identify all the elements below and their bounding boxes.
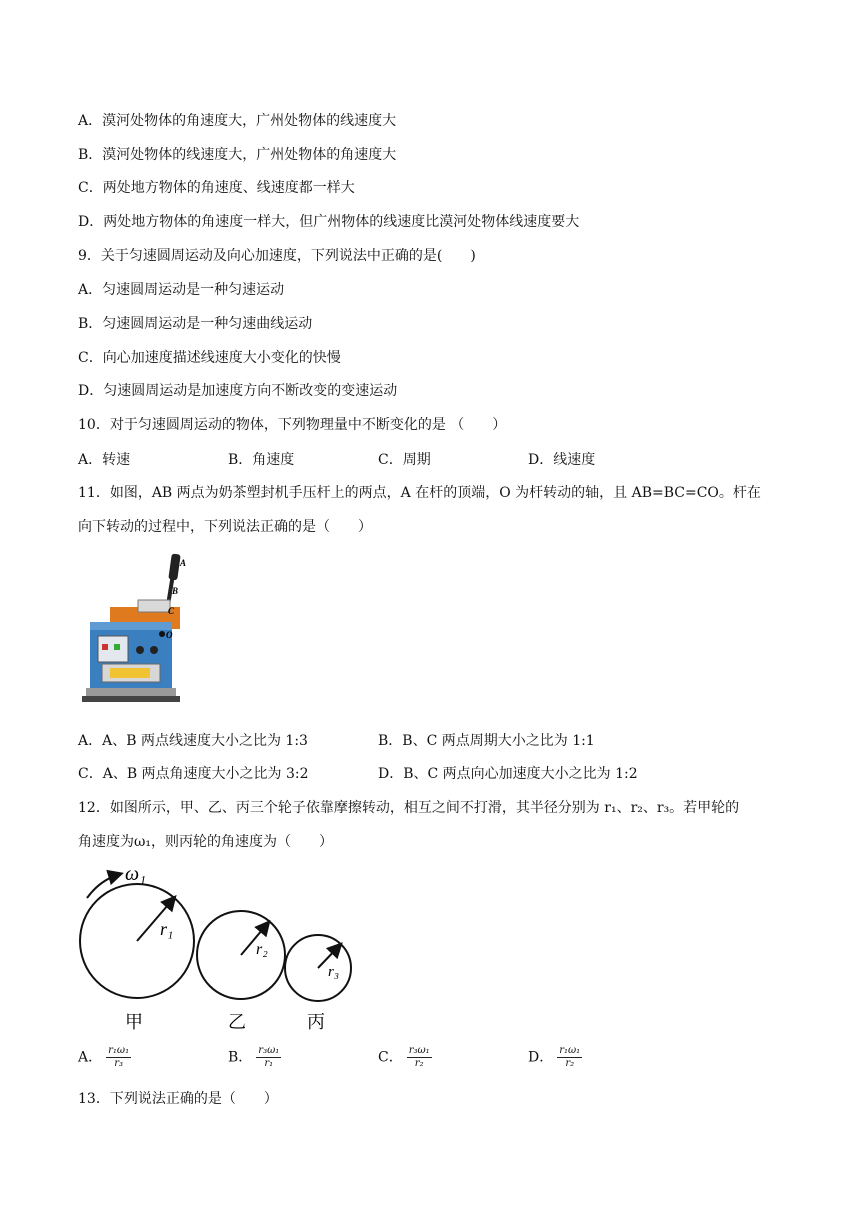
- q9-option-b: B．匀速圆周运动是一种匀速曲线运动: [78, 316, 313, 332]
- omega-label: ω₁: [125, 863, 147, 885]
- q13-stem: 13．下列说法正确的是（ ）: [78, 1091, 278, 1107]
- q10-option-b: B．角速度: [228, 452, 295, 468]
- figure-label-o: O: [166, 630, 173, 640]
- q12-option-c-numerator: r₃ω₁: [408, 1045, 430, 1056]
- q12-stem-line1: 12．如图所示，甲、乙、丙三个轮子依靠摩擦转动，相互之间不打滑，其半径分别为 r₁、r₂、r₃。若甲轮的: [78, 800, 740, 816]
- q11-option-a: A．A、B 两点线速度大小之比为 1:3: [78, 733, 308, 749]
- radius-label-r3: r₃: [328, 964, 340, 980]
- q12-option-a-denominator: r₃: [114, 1058, 123, 1069]
- q12-option-c-fraction: [407, 1045, 432, 1070]
- q10-option-c: C．周期: [378, 452, 431, 468]
- q10-option-a: A．转速: [78, 452, 131, 468]
- q12-option-b-letter: B．: [228, 1049, 253, 1066]
- q8-option-b: B．漠河处物体的线速度大，广州处物体的角速度大: [78, 147, 397, 163]
- q9-option-c: C．向心加速度描述线速度大小变化的快慢: [78, 350, 341, 366]
- q11-option-c: C．A、B 两点角速度大小之比为 3:2: [78, 766, 309, 782]
- q12-option-d-fraction: [557, 1045, 582, 1070]
- q8-option-d: D．两处地方物体的角速度一样大，但广州物体的线速度比漠河处物体线速度要大: [78, 214, 580, 230]
- q12-option-d: [528, 1045, 582, 1070]
- q12-option-d-letter: D．: [528, 1049, 554, 1066]
- q12-option-a: [78, 1045, 131, 1070]
- q12-option-a-fraction: [106, 1045, 131, 1070]
- sealing-machine-figure: [80, 552, 210, 712]
- wheel-name-bing: 丙: [307, 1012, 325, 1033]
- q12-option-d-numerator: r₁ω₁: [559, 1045, 581, 1056]
- q12-option-c: [378, 1045, 432, 1070]
- q12-option-a-numerator: r₁ω₁: [108, 1045, 130, 1056]
- q11-stem-line1: 11．如图，AB 两点为奶茶塑封机手压杆上的两点，A 在杆的顶端，O 为杆转动的轴，且 AB=BC=CO。杆在: [78, 485, 761, 501]
- q8-option-a: A．漠河处物体的角速度大，广州处物体的线速度大: [78, 113, 397, 129]
- q10-option-d: D．线速度: [528, 452, 596, 468]
- q9-option-a: A．匀速圆周运动是一种匀速运动: [78, 282, 285, 298]
- radius-label-r2: r₂: [256, 941, 268, 958]
- figure-label-a: A: [180, 558, 187, 568]
- q12-stem-line2: 角速度为ω₁，则丙轮的角速度为（ ）: [78, 834, 334, 850]
- q12-option-b-numerator: r₃ω₁: [258, 1045, 280, 1056]
- q11-stem-line2: 向下转动的过程中，下列说法正确的是（ ）: [78, 519, 372, 535]
- q12-option-a-letter: A．: [78, 1049, 103, 1066]
- wheel-name-jia: 甲: [125, 1012, 143, 1033]
- q10-stem: 10．对于匀速圆周运动的物体，下列物理量中不断变化的是 （ ）: [78, 417, 507, 433]
- three-wheels-figure: [75, 858, 375, 1038]
- q9-stem: 9．关于匀速圆周运动及向心加速度，下列说法中正确的是( ): [78, 248, 476, 264]
- figure-label-b: B: [172, 586, 179, 596]
- q12-option-c-letter: C．: [378, 1049, 403, 1066]
- q11-option-d: D．B、C 两点向心加速度大小之比为 1:2: [378, 766, 638, 782]
- q12-option-b: [228, 1045, 281, 1070]
- q8-option-c: C．两处地方物体的角速度、线速度都一样大: [78, 180, 355, 196]
- q12-option-c-denominator: r₂: [414, 1058, 424, 1069]
- q12-option-b-denominator: r₁: [264, 1058, 274, 1069]
- q9-option-d: D．匀速圆周运动是加速度方向不断改变的变速运动: [78, 383, 398, 399]
- wheel-name-yi: 乙: [228, 1012, 246, 1033]
- figure-label-c: C: [168, 606, 175, 616]
- q11-option-b: B．B、C 两点周期大小之比为 1:1: [378, 733, 595, 749]
- q12-option-b-fraction: [256, 1045, 281, 1070]
- q12-option-d-denominator: r₂: [565, 1058, 575, 1069]
- radius-label-r1: r₁: [160, 919, 174, 939]
